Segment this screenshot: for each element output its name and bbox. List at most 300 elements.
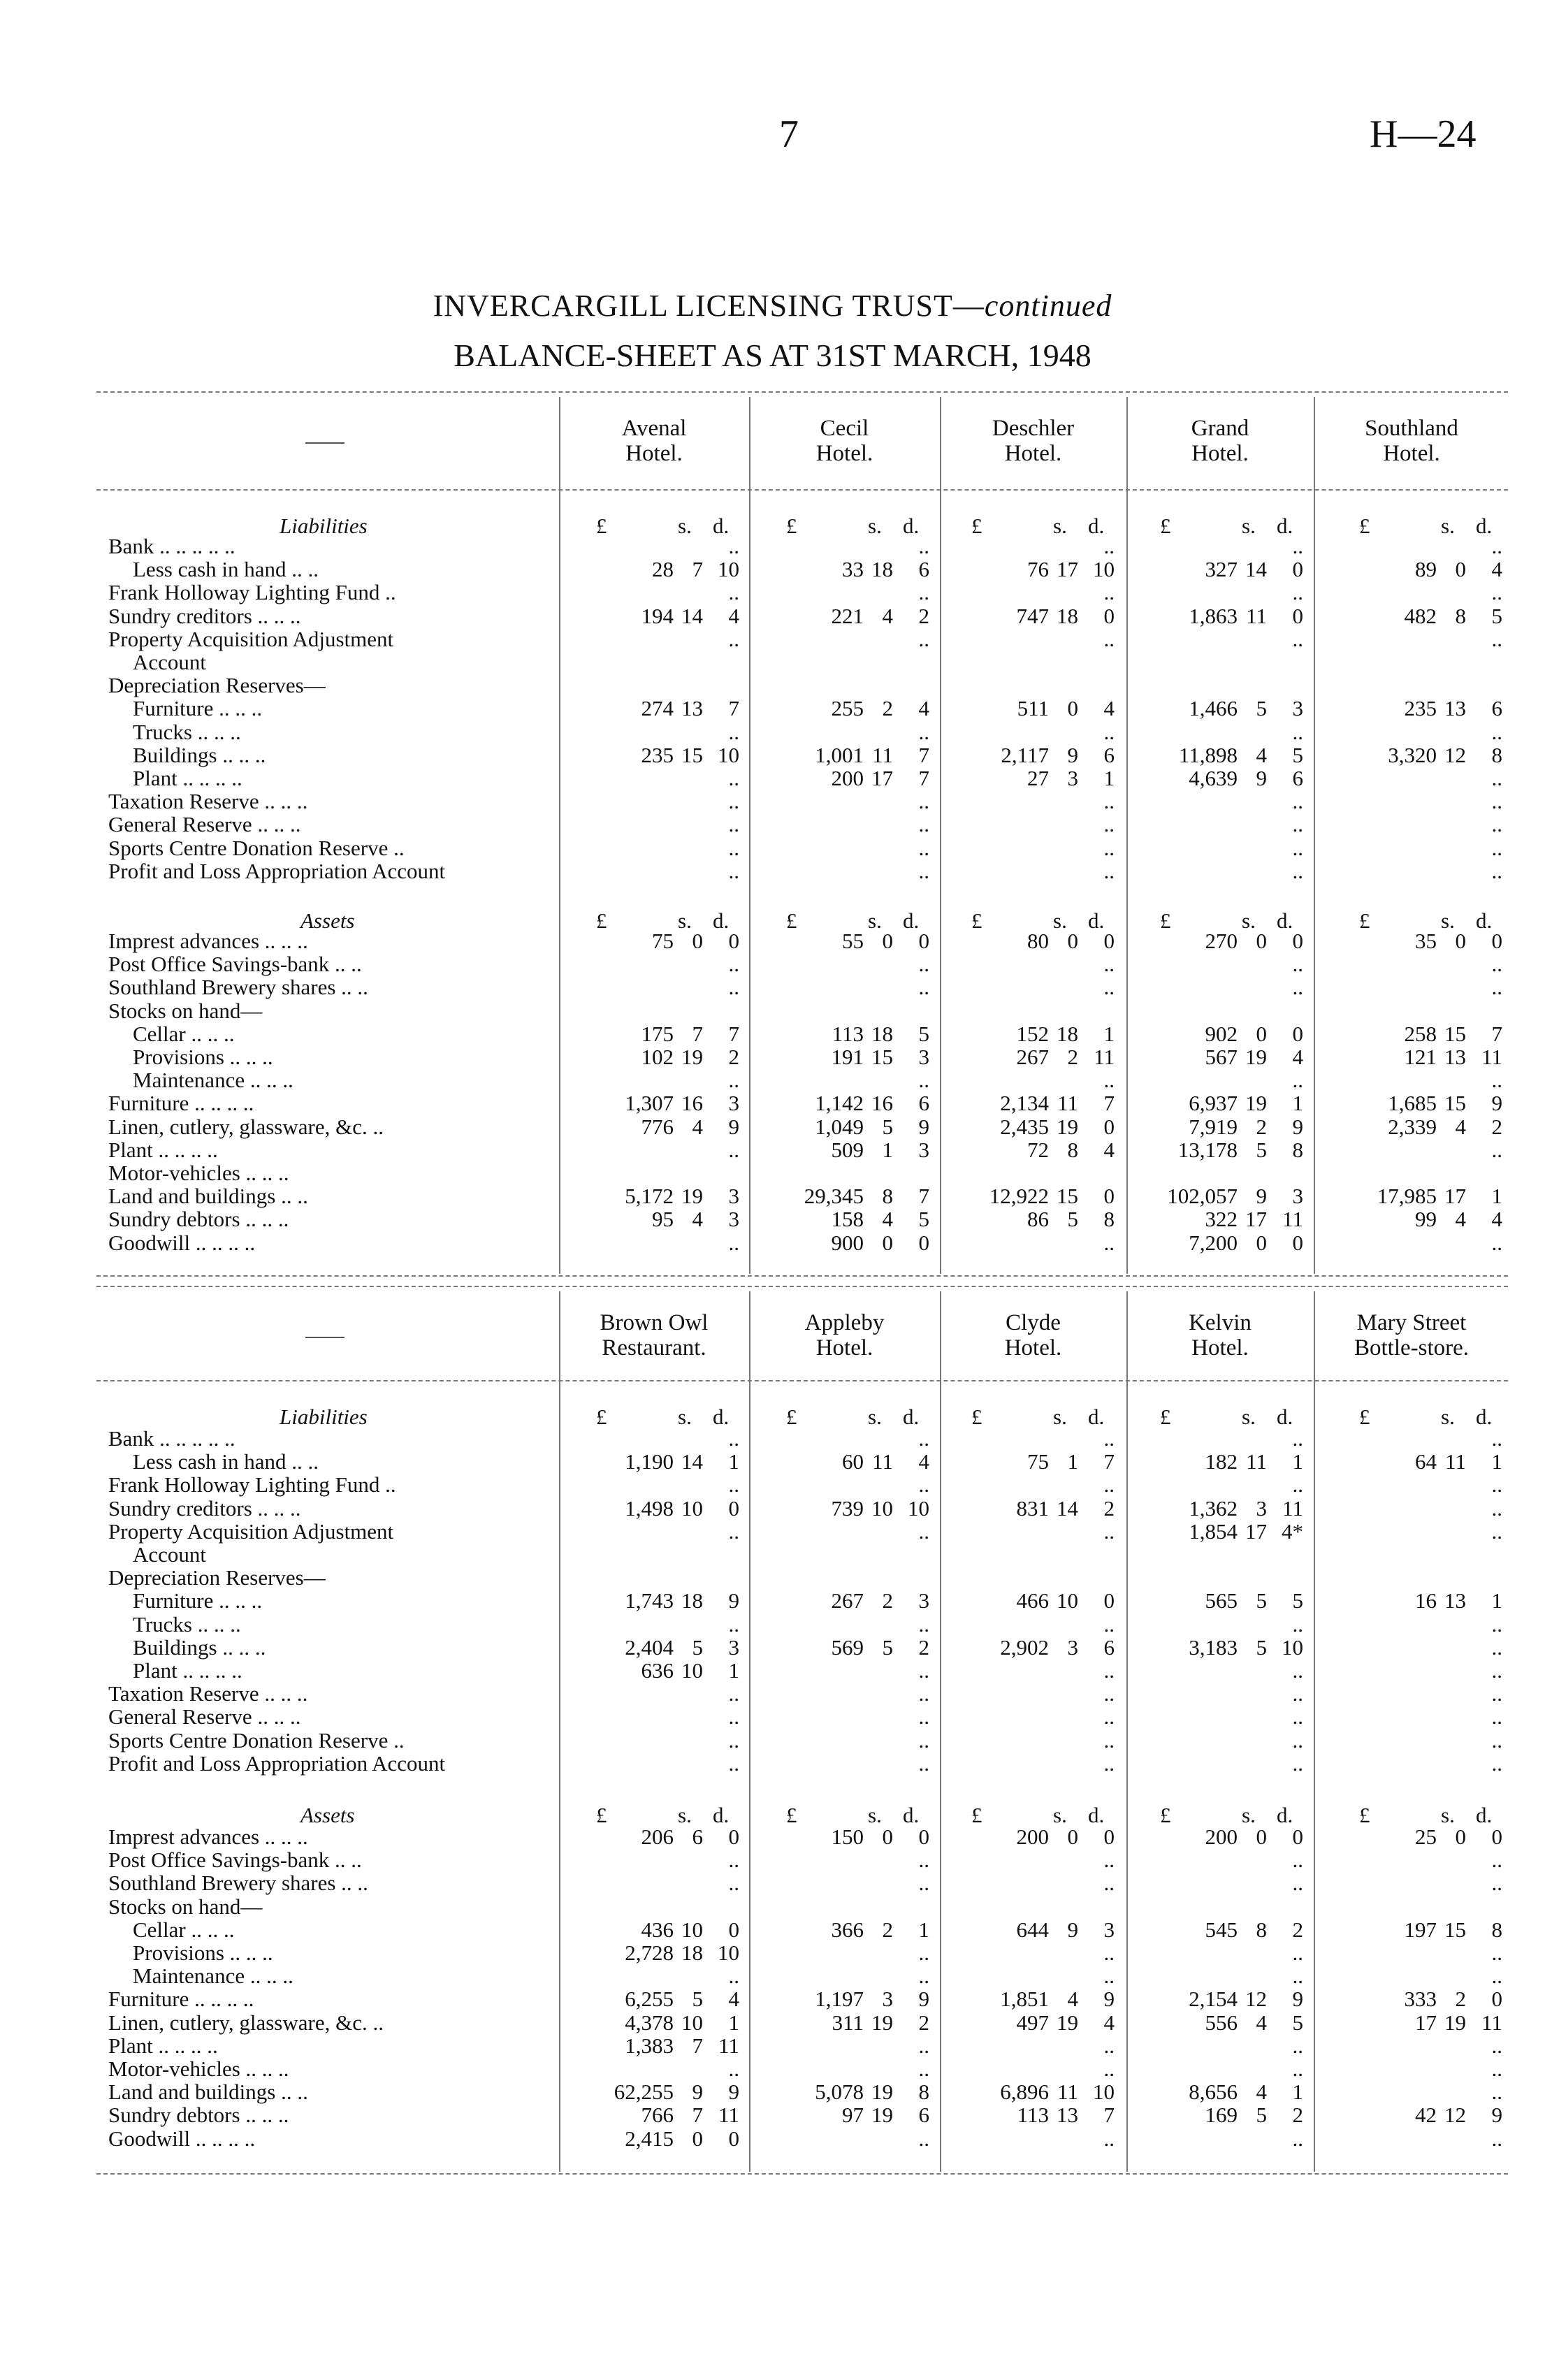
- hotel-name: Avenal: [621, 416, 687, 441]
- assets-value: [957, 1825, 1115, 1848]
- shillings-amount: 7: [692, 1021, 703, 1046]
- pounds-amount: 152: [1016, 1021, 1049, 1046]
- shillings-amount: 4: [1455, 1207, 1466, 1232]
- asset-row-label: Motor-vehicles .. .. ..: [108, 2056, 289, 2081]
- shillings-amount: 12: [1444, 742, 1466, 767]
- pence-amount: 4: [728, 603, 739, 628]
- shillings-amount: 11: [1246, 1449, 1267, 1474]
- nil-value: ..: [1491, 1472, 1502, 1497]
- hotel-suffix: Restaurant.: [602, 1335, 706, 1360]
- assets-value: [957, 1871, 1115, 1894]
- liabilities-value: [957, 1729, 1115, 1752]
- pounds-amount: 7,200: [1189, 1230, 1238, 1255]
- liabilities-value: [957, 1589, 1115, 1612]
- liabilities-value: [957, 1450, 1115, 1473]
- assets-value: [1146, 975, 1303, 999]
- pounds-amount: 3,183: [1189, 1634, 1238, 1660]
- assets-value: [772, 1115, 929, 1138]
- pence-amount: 3: [728, 1184, 739, 1209]
- liabilities-value: [1146, 1427, 1303, 1450]
- pence-heading: d.: [713, 1405, 730, 1429]
- nil-value: ..: [918, 1964, 929, 1989]
- pounds-amount: 12,922: [989, 1184, 1049, 1209]
- nil-value: ..: [728, 789, 739, 814]
- shillings-amount: 4: [1256, 2080, 1267, 2105]
- pence-amount: 9: [728, 2080, 739, 2105]
- shillings-amount: 15: [1057, 1184, 1078, 1209]
- assets-value: [1345, 2011, 1502, 2034]
- liabilities-value: [582, 604, 739, 627]
- pence-amount: 7: [918, 766, 929, 790]
- assets-value: [1345, 1825, 1502, 1848]
- nil-value: ..: [728, 858, 739, 883]
- pounds-sign: £: [786, 908, 797, 933]
- pounds-amount: 102,057: [1167, 1184, 1238, 1209]
- pence-amount: 9: [728, 1114, 739, 1139]
- asset-row-label: Imprest advances .. .. ..: [108, 1824, 308, 1849]
- assets-value: [772, 2127, 929, 2150]
- liability-row-label: General Reserve .. .. ..: [108, 812, 301, 837]
- nil-value: ..: [728, 1068, 739, 1093]
- pence-amount: 5: [918, 1021, 929, 1046]
- pounds-amount: 900: [831, 1230, 864, 1255]
- asset-row-label: Land and buildings .. ..: [108, 1184, 308, 1209]
- pounds-amount: 235: [641, 742, 674, 767]
- nil-value: ..: [728, 1750, 739, 1776]
- assets-value: [772, 1964, 929, 1987]
- liabilities-value: [957, 1520, 1115, 1543]
- nil-value: ..: [728, 1704, 739, 1729]
- nil-value: ..: [1292, 1871, 1303, 1896]
- assets-value: [582, 2080, 739, 2103]
- nil-value: ..: [1292, 534, 1303, 558]
- liabilities-value: [582, 859, 739, 883]
- assets-value: [1146, 1871, 1303, 1894]
- pounds-amount: 102: [641, 1045, 674, 1069]
- table-header-rule: [96, 489, 1508, 491]
- assets-value: [582, 1022, 739, 1045]
- asset-row-label: Post Office Savings-bank .. ..: [108, 952, 362, 977]
- assets-value: [957, 1045, 1115, 1068]
- shillings-amount: 2: [882, 1917, 893, 1942]
- pounds-amount: 2,902: [1000, 1634, 1049, 1660]
- nil-value: ..: [1292, 1727, 1303, 1753]
- assets-value: [957, 1022, 1115, 1045]
- pounds-amount: 113: [832, 1021, 864, 1046]
- pounds-amount: 221: [831, 603, 864, 628]
- liabilities-value: [1345, 1659, 1502, 1682]
- assets-value: [1146, 1231, 1303, 1254]
- asset-row-label: Plant .. .. .. ..: [108, 2033, 218, 2058]
- assets-heading: Assets: [300, 908, 355, 933]
- liabilities-value: [772, 1752, 929, 1775]
- nil-value: ..: [728, 1727, 739, 1753]
- nil-value: ..: [1292, 719, 1303, 744]
- pence-amount: 1: [1292, 1091, 1303, 1116]
- nil-value: ..: [918, 952, 929, 977]
- nil-value: ..: [728, 812, 739, 837]
- liabilities-value: [1345, 604, 1502, 627]
- nil-value: ..: [918, 1750, 929, 1776]
- pounds-amount: 55: [842, 929, 864, 953]
- assets-value: [1345, 1231, 1502, 1254]
- shillings-amount: 4: [1256, 2010, 1267, 2035]
- liabilities-value: [772, 1636, 929, 1659]
- liability-row-label: Sundry creditors .. .. ..: [108, 1495, 301, 1521]
- pounds-amount: 2,404: [625, 1634, 674, 1660]
- pounds-amount: 62,255: [614, 2080, 674, 2105]
- shillings-amount: 8: [1067, 1137, 1078, 1162]
- shillings-amount: 0: [1256, 1230, 1267, 1255]
- pounds-amount: 1,142: [815, 1091, 864, 1116]
- nil-value: ..: [1292, 1964, 1303, 1989]
- column-header-3: [1128, 416, 1312, 466]
- assets-value: [1345, 1138, 1502, 1161]
- nil-value: ..: [918, 858, 929, 883]
- shillings-amount: 0: [1455, 1824, 1466, 1849]
- pence-amount: 4*: [1282, 1518, 1303, 1544]
- nil-value: ..: [1491, 2056, 1502, 2081]
- nil-value: ..: [728, 626, 739, 651]
- shillings-amount: 0: [1067, 1824, 1078, 1849]
- pounds-amount: 1,863: [1189, 603, 1238, 628]
- shillings-amount: 4: [1455, 1114, 1466, 1139]
- pounds-amount: 1,851: [1000, 1987, 1049, 2012]
- hotel-suffix: Hotel.: [625, 441, 683, 466]
- assets-value: [772, 2034, 929, 2057]
- assets-value: [957, 1987, 1115, 2010]
- assets-value: [957, 1138, 1115, 1161]
- nil-value: ..: [918, 1611, 929, 1637]
- nil-value: ..: [1103, 1518, 1115, 1544]
- nil-value: ..: [918, 1704, 929, 1729]
- hotel-suffix: Hotel.: [1191, 441, 1249, 466]
- liabilities-value: [957, 1705, 1115, 1728]
- pence-amount: 5: [918, 1207, 929, 1232]
- pence-amount: 0: [1103, 929, 1115, 953]
- liability-row-label: Taxation Reserve .. .. ..: [108, 789, 308, 814]
- assets-value: [582, 2011, 739, 2034]
- liabilities-value: [1146, 767, 1303, 790]
- pence-amount: 0: [1292, 603, 1303, 628]
- nil-value: ..: [1103, 1871, 1115, 1896]
- assets-value: [772, 1848, 929, 1871]
- nil-value: ..: [1103, 812, 1115, 837]
- shillings-amount: 0: [882, 1824, 893, 1849]
- assets-value: [772, 2080, 929, 2103]
- liabilities-value: [957, 1497, 1115, 1520]
- pounds-amount: 27: [1027, 766, 1049, 790]
- pence-amount: 3: [728, 1207, 739, 1232]
- assets-value: [1345, 975, 1502, 999]
- asset-row-label: Land and buildings .. ..: [108, 2080, 308, 2105]
- shillings-amount: 5: [1256, 1137, 1267, 1162]
- pence-amount: 3: [918, 1137, 929, 1162]
- pence-amount: 4: [1491, 557, 1502, 582]
- nil-value: ..: [1103, 2033, 1115, 2058]
- assets-value: [582, 2057, 739, 2080]
- shillings-amount: 9: [1067, 1917, 1078, 1942]
- shillings-heading: s.: [868, 1803, 882, 1827]
- assets-value: [1146, 1068, 1303, 1091]
- nil-value: ..: [1103, 835, 1115, 860]
- pounds-sign: £: [1359, 514, 1370, 538]
- liability-row-label: Profit and Loss Appropriation Account: [108, 1750, 446, 1776]
- liabilities-value: [582, 697, 739, 720]
- pounds-amount: 1,743: [625, 1588, 674, 1613]
- nil-value: ..: [728, 1137, 739, 1162]
- pounds-amount: 1,383: [625, 2033, 674, 2058]
- assets-value: [1345, 1941, 1502, 1964]
- hotel-name: Appleby: [804, 1310, 885, 1335]
- pence-amount: 0: [1292, 557, 1303, 582]
- pounds-amount: 482: [1404, 603, 1437, 628]
- nil-value: ..: [1491, 1518, 1502, 1544]
- pounds-amount: 5,172: [625, 1184, 674, 1209]
- shillings-heading: s.: [1053, 1405, 1067, 1429]
- liabilities-value: [772, 604, 929, 627]
- pounds-sign: £: [971, 1803, 982, 1827]
- assets-value: [582, 2103, 739, 2126]
- pence-heading: d.: [713, 514, 730, 538]
- pounds-amount: 6,937: [1189, 1091, 1238, 1116]
- nil-value: ..: [1292, 975, 1303, 1000]
- liability-row-label: General Reserve .. .. ..: [108, 1704, 301, 1729]
- liabilities-value: [1345, 859, 1502, 883]
- shillings-amount: 9: [1067, 742, 1078, 767]
- pence-amount: 4: [1292, 1045, 1303, 1069]
- pence-amount: 10: [1093, 557, 1115, 582]
- liabilities-value: [772, 1589, 929, 1612]
- pence-heading: d.: [903, 1405, 920, 1429]
- nil-value: ..: [1103, 1727, 1115, 1753]
- pence-heading: d.: [1088, 908, 1105, 933]
- pence-amount: 7: [1491, 1021, 1502, 1046]
- shillings-amount: 12: [1444, 2103, 1466, 2128]
- assets-value: [772, 975, 929, 999]
- nil-value: ..: [918, 534, 929, 558]
- liabilities-value: [957, 604, 1115, 627]
- pounds-amount: 267: [831, 1588, 864, 1613]
- pence-amount: 8: [918, 2080, 929, 2105]
- pence-amount: 1: [1491, 1588, 1502, 1613]
- liabilities-value: [1345, 1589, 1502, 1612]
- liabilities-value: [582, 1427, 739, 1450]
- assets-value: [957, 1941, 1115, 1964]
- nil-value: ..: [1103, 1964, 1115, 1989]
- pounds-sign: £: [971, 908, 982, 933]
- pence-amount: 7: [918, 742, 929, 767]
- pence-amount: 0: [1292, 929, 1303, 953]
- shillings-amount: 19: [871, 2103, 893, 2128]
- shillings-amount: 19: [1245, 1091, 1267, 1116]
- hotel-suffix: Hotel.: [1383, 441, 1440, 466]
- liabilities-value: [1146, 859, 1303, 883]
- nil-value: ..: [728, 2056, 739, 2081]
- liability-row-label: Frank Holloway Lighting Fund ..: [108, 580, 396, 605]
- pounds-amount: 1,197: [815, 1987, 864, 2012]
- liabilities-value: [1146, 720, 1303, 743]
- asset-row-label: Goodwill .. .. .. ..: [108, 1230, 256, 1255]
- pence-amount: 4: [918, 696, 929, 721]
- nil-value: ..: [1103, 858, 1115, 883]
- shillings-amount: 18: [681, 1940, 703, 1965]
- pounds-amount: 2,435: [1000, 1114, 1049, 1139]
- shillings-amount: 0: [1256, 1824, 1267, 1849]
- pounds-sign: £: [1160, 908, 1171, 933]
- liability-row-label: Plant .. .. .. ..: [133, 766, 242, 790]
- assets-value: [1146, 2034, 1303, 2057]
- liability-row-label: Profit and Loss Appropriation Account: [108, 858, 446, 883]
- pounds-amount: 1,685: [1388, 1091, 1437, 1116]
- nil-value: ..: [1103, 1848, 1115, 1873]
- asset-row-label: Cellar .. .. ..: [133, 1021, 235, 1046]
- pence-amount: 3: [728, 1634, 739, 1660]
- nil-value: ..: [918, 580, 929, 605]
- liabilities-value: [1345, 697, 1502, 720]
- liabilities-value: [582, 836, 739, 859]
- assets-value: [772, 952, 929, 975]
- assets-value: [772, 1045, 929, 1068]
- nil-value: ..: [1491, 789, 1502, 814]
- pence-amount: 0: [1292, 1230, 1303, 1255]
- pounds-sign: £: [1359, 908, 1370, 933]
- liabilities-value: [1146, 813, 1303, 836]
- pounds-amount: 17,985: [1377, 1184, 1437, 1209]
- assets-value: [1345, 2080, 1502, 2103]
- shillings-amount: 3: [1256, 1495, 1267, 1521]
- assets-value: [582, 1207, 739, 1231]
- pence-amount: 1: [1103, 1021, 1115, 1046]
- assets-value: [1146, 1848, 1303, 1871]
- liabilities-value: [772, 1682, 929, 1705]
- pounds-amount: 2,154: [1189, 1987, 1238, 2012]
- shillings-amount: 15: [1444, 1917, 1466, 1942]
- nil-value: ..: [918, 1848, 929, 1873]
- nil-value: ..: [918, 2033, 929, 2058]
- assets-value: [957, 1231, 1115, 1254]
- title-main: INVERCARGILL LICENSING TRUST—: [433, 289, 985, 323]
- nil-value: ..: [728, 1230, 739, 1255]
- nil-value: ..: [1491, 580, 1502, 605]
- nil-value: ..: [1491, 626, 1502, 651]
- shillings-amount: 15: [681, 742, 703, 767]
- pence-amount: 9: [1491, 1091, 1502, 1116]
- hotel-name: Southland: [1365, 416, 1458, 441]
- shillings-amount: 4: [1256, 742, 1267, 767]
- pence-heading: d.: [1088, 1803, 1105, 1827]
- nil-value: ..: [728, 1518, 739, 1544]
- asset-row-label: Southland Brewery shares .. ..: [108, 975, 368, 1000]
- assets-value: [772, 1231, 929, 1254]
- shillings-amount: 0: [882, 1230, 893, 1255]
- liabilities-value: [1146, 558, 1303, 581]
- liabilities-value: [582, 1729, 739, 1752]
- liabilities-value: [1345, 1729, 1502, 1752]
- assets-value: [772, 1068, 929, 1091]
- pence-heading: d.: [1088, 1405, 1105, 1429]
- shillings-amount: 11: [872, 1449, 893, 1474]
- shillings-amount: 4: [882, 603, 893, 628]
- shillings-amount: 0: [692, 2126, 703, 2151]
- pence-heading: d.: [1277, 1405, 1293, 1429]
- nil-value: ..: [728, 1871, 739, 1896]
- shillings-amount: 18: [871, 1021, 893, 1046]
- shillings-heading: s.: [678, 1803, 692, 1827]
- nil-value: ..: [918, 1068, 929, 1093]
- shillings-amount: 19: [1057, 2010, 1078, 2035]
- table-bottom-rule: [96, 2173, 1508, 2175]
- shillings-heading: s.: [1053, 908, 1067, 933]
- liabilities-value: [772, 767, 929, 790]
- shillings-amount: 7: [692, 557, 703, 582]
- nil-value: ..: [1103, 952, 1115, 977]
- shillings-amount: 18: [681, 1588, 703, 1613]
- pounds-amount: 33: [842, 557, 864, 582]
- pounds-amount: 1,854: [1189, 1518, 1238, 1544]
- pounds-amount: 169: [1205, 2103, 1238, 2128]
- assets-value: [1146, 1825, 1303, 1848]
- shillings-amount: 5: [882, 1634, 893, 1660]
- pounds-amount: 644: [1016, 1917, 1049, 1942]
- liabilities-value: [1146, 1729, 1303, 1752]
- header-dash: [305, 1337, 344, 1338]
- assets-value: [772, 2011, 929, 2034]
- shillings-amount: 1: [1067, 1449, 1078, 1474]
- pounds-amount: 567: [1205, 1045, 1238, 1069]
- pence-amount: 4: [918, 1449, 929, 1474]
- liabilities-value: [772, 720, 929, 743]
- assets-value: [1345, 1207, 1502, 1231]
- pounds-amount: 121: [1404, 1045, 1437, 1069]
- assets-value: [1345, 1964, 1502, 1987]
- pence-amount: 9: [918, 1987, 929, 2012]
- pence-heading: d.: [1476, 514, 1493, 538]
- shillings-amount: 15: [871, 1045, 893, 1069]
- shillings-amount: 9: [1256, 766, 1267, 790]
- liabilities-value: [1146, 1752, 1303, 1775]
- liabilities-value: [582, 813, 739, 836]
- shillings-amount: 13: [1444, 696, 1466, 721]
- nil-value: ..: [1491, 2126, 1502, 2151]
- pence-amount: 3: [918, 1588, 929, 1613]
- asset-row-label: Cellar .. .. ..: [133, 1917, 235, 1942]
- shillings-amount: 17: [1444, 1184, 1466, 1209]
- pounds-sign: £: [1160, 1803, 1171, 1827]
- pence-amount: 10: [908, 1495, 929, 1521]
- assets-value: [582, 1231, 739, 1254]
- nil-value: ..: [918, 1426, 929, 1451]
- shillings-heading: s.: [1441, 908, 1455, 933]
- nil-value: ..: [1491, 1634, 1502, 1660]
- liabilities-value: [1345, 743, 1502, 767]
- balance-sheet-subtitle: BALANCE-SHEET AS AT 31ST MARCH, 1948: [454, 338, 1091, 373]
- pence-amount: 0: [1491, 929, 1502, 953]
- liability-row-label: Furniture .. .. ..: [133, 696, 263, 721]
- shillings-heading: s.: [678, 1405, 692, 1429]
- liability-row-label: Furniture .. .. ..: [133, 1588, 263, 1613]
- liabilities-value: [957, 743, 1115, 767]
- assets-value: [582, 1871, 739, 1894]
- liabilities-value: [772, 1497, 929, 1520]
- pounds-amount: 64: [1415, 1449, 1437, 1474]
- liability-row-label: Property Acquisition Adjustment: [108, 1518, 394, 1544]
- table-bottom-rule: [96, 1275, 1508, 1277]
- shillings-amount: 3: [1067, 1634, 1078, 1660]
- nil-value: ..: [918, 835, 929, 860]
- shillings-amount: 19: [871, 2080, 893, 2105]
- liability-row-label: Bank .. .. .. .. ..: [108, 534, 235, 558]
